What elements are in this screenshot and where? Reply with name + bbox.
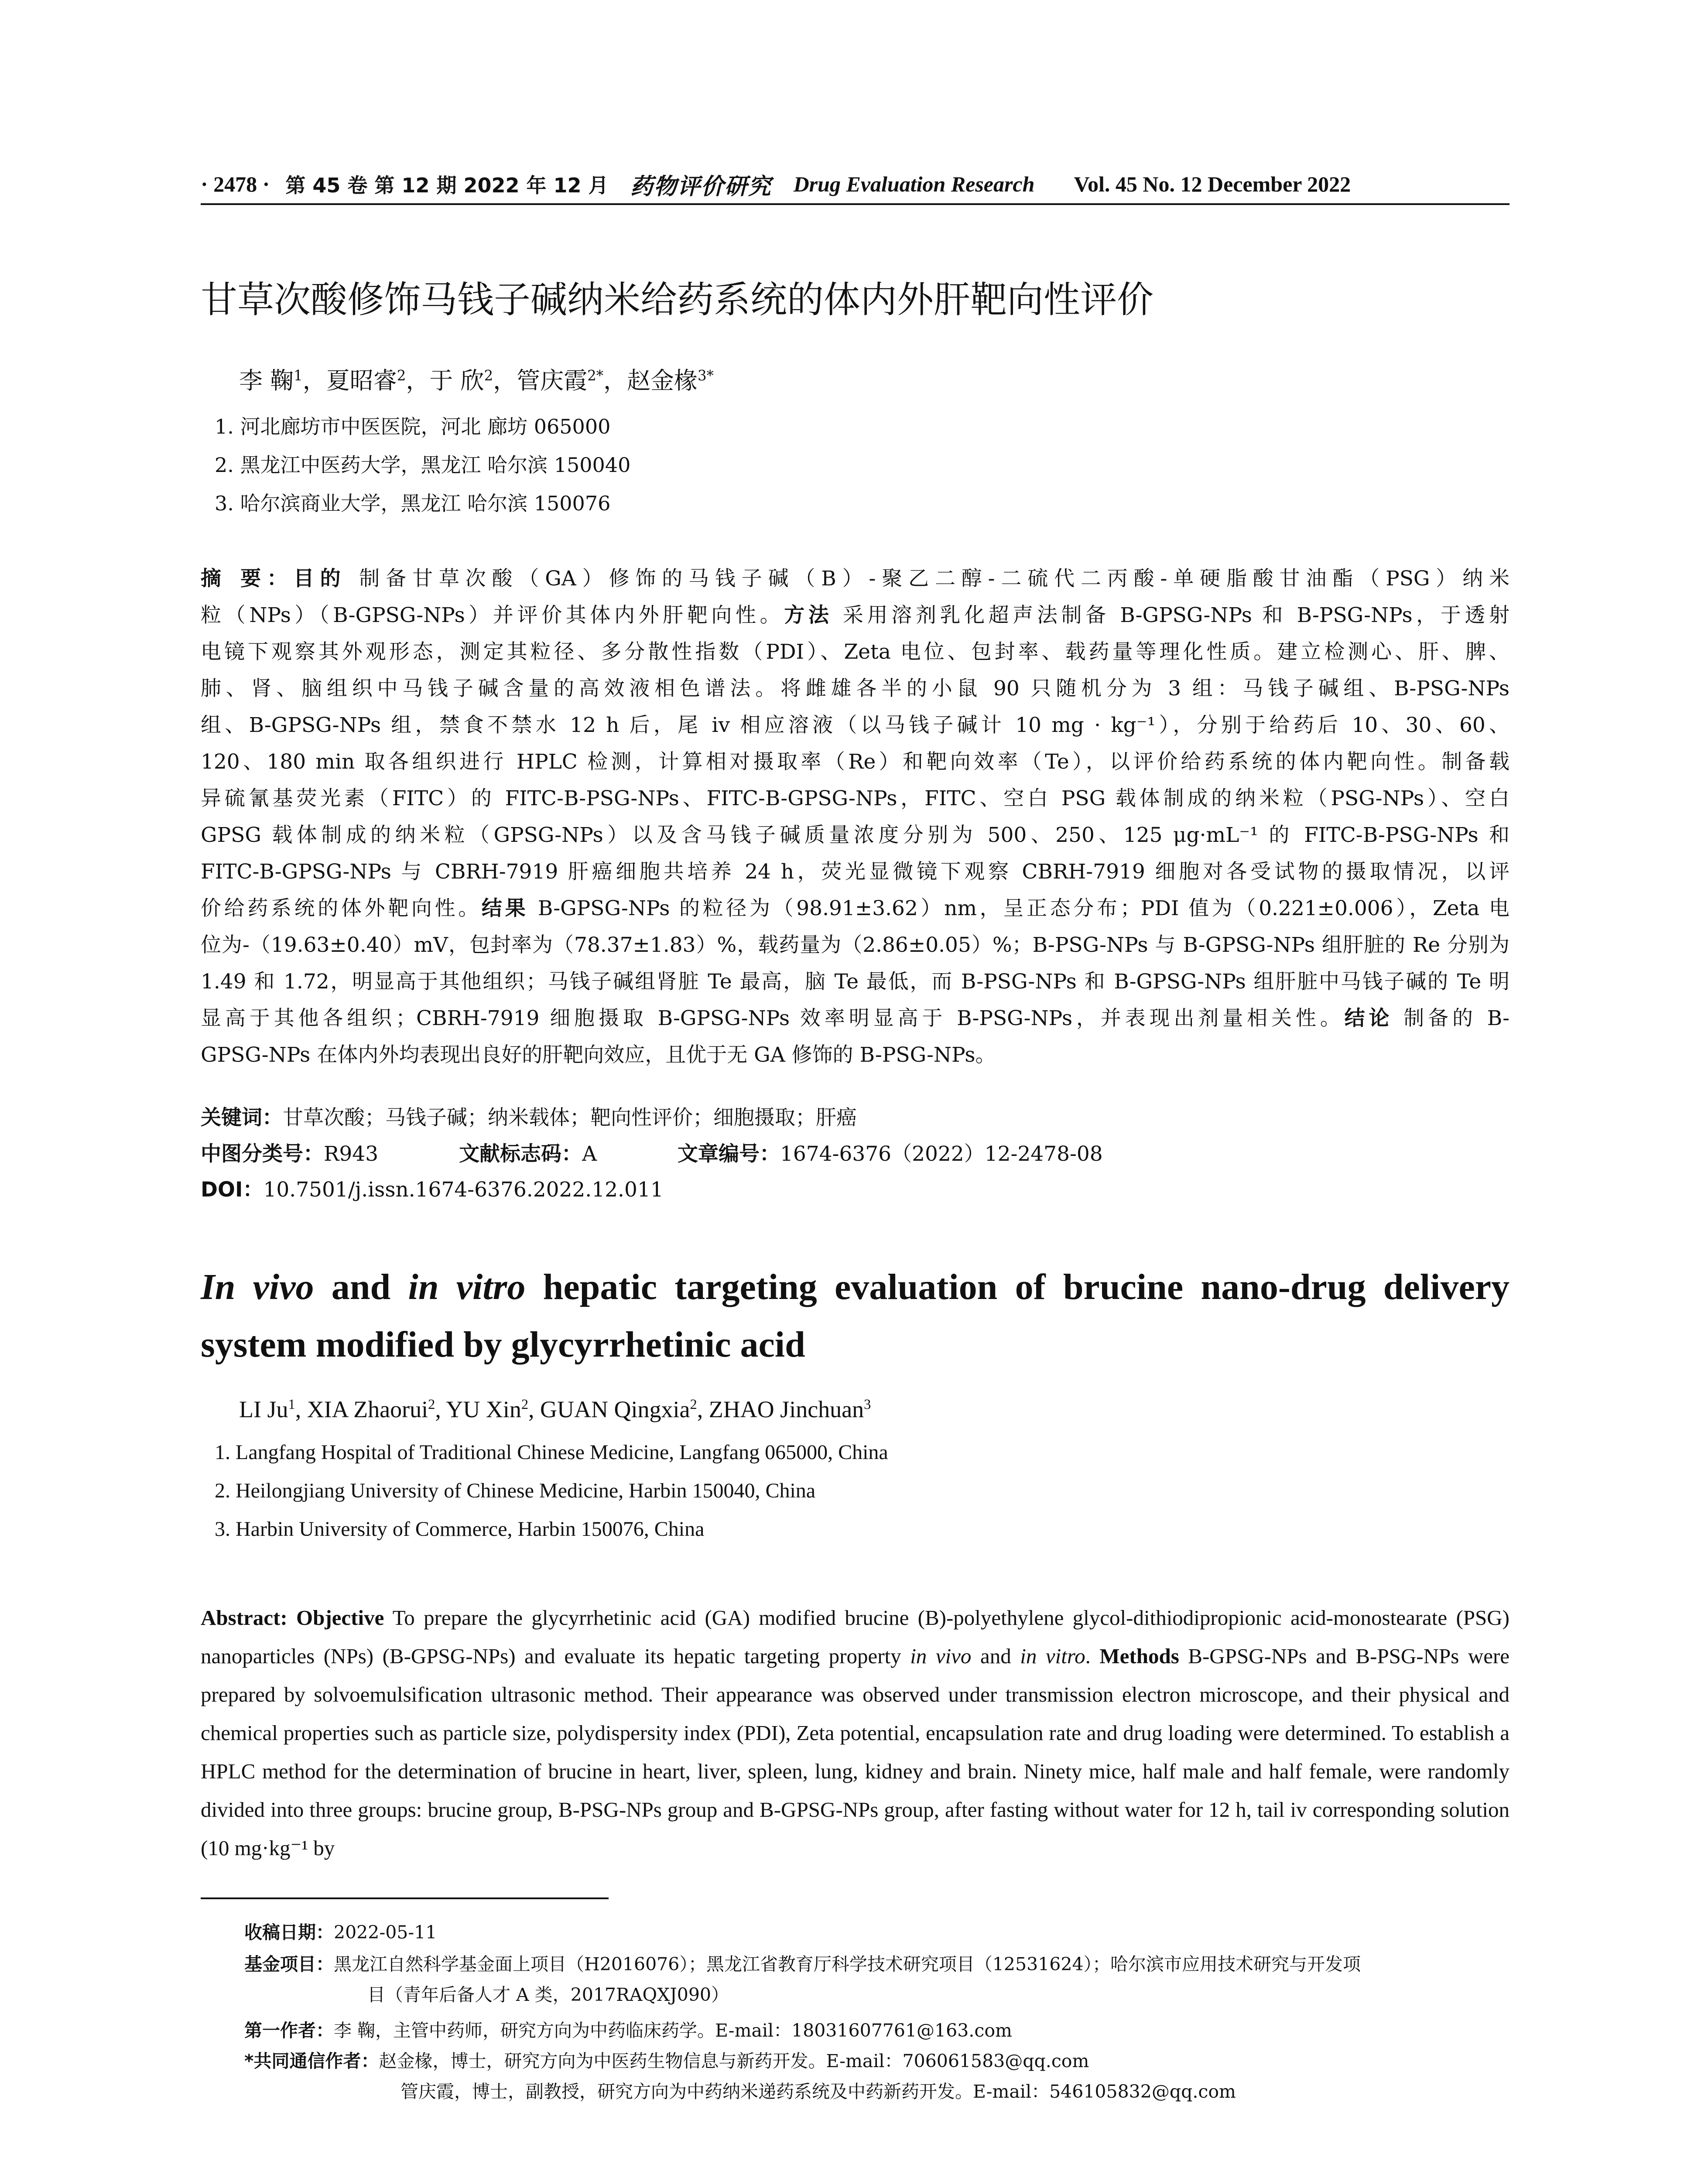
affiliation-marker: 2: [397, 367, 406, 384]
keywords-label: 关键词：: [201, 1106, 283, 1130]
clc-value: R943: [324, 1142, 379, 1166]
article-no-value: 1674-6376（2022）12-2478-08: [780, 1142, 1103, 1166]
article-no-label: 文章编号：: [677, 1142, 780, 1166]
author-name-en: LI Ju: [239, 1396, 288, 1422]
received-date: 2022-05-11: [334, 1922, 437, 1943]
author-list-en: [239, 1396, 871, 1423]
in-vitro-term: in vitro: [1020, 1644, 1085, 1668]
affiliation-cn: 3. 哈尔滨商业大学，黑龙江 哈尔滨 150076: [215, 492, 611, 515]
fund-label: 基金项目：: [244, 1954, 334, 1975]
author-name-cn: 管庆霞: [517, 367, 588, 394]
affiliation-marker: 3*: [697, 367, 714, 384]
abstract-line: [201, 854, 1509, 890]
separator: ，: [493, 367, 517, 394]
affiliation-marker: 1: [294, 367, 303, 384]
author-name-cn: 李 鞠: [239, 367, 294, 394]
running-header: [201, 169, 1509, 199]
abstract-text: 采用溶剂乳化超声法制备 B-GPSG-NPs 和 B-PSG-NPs，于透射: [832, 603, 1509, 627]
footnote-rule: [201, 1897, 609, 1899]
abstract-text: B-GPSG-NPs 的粒径为（98.91±3.62）nm，呈正态分布；PDI 值为（0.221±0.006），Zeta 电: [528, 896, 1510, 920]
section-label: 结论: [1344, 1006, 1393, 1030]
abstract-text: 粒（NPs）（B-GPSG-NPs）并评价其体内外肝靶向性。: [201, 603, 784, 627]
section-label: 目的: [293, 567, 347, 591]
separator: ,: [295, 1396, 307, 1422]
section-label: 方法: [784, 603, 833, 627]
methods-label: Methods: [1099, 1644, 1179, 1668]
title-segment: In vivo: [201, 1267, 314, 1307]
title-segment: and: [314, 1267, 408, 1307]
author-name-cn: 夏昭睿: [326, 367, 397, 394]
author-name-en: GUAN Qingxia: [540, 1396, 690, 1422]
footnote-received: [244, 1917, 437, 1948]
page-number: · 2478 ·: [201, 172, 270, 196]
affiliation-cn: 2. 黑龙江中医药大学，黑龙江 哈尔滨 150040: [215, 453, 631, 477]
separator: ,: [528, 1396, 541, 1422]
clc-label: 中图分类号：: [201, 1142, 324, 1166]
affiliation-en: 3. Harbin University of Commerce, Harbin 150076, China: [215, 1518, 705, 1541]
objective-text: To prepare the glycyrrhetinic acid (GA) modified brucine (B)-polyethylene glycol-dithiodipropionic acid-monostearate (PSG) nanoparticles (NPs) (B-GPSG-NPs) and evaluate its hepatic targeting property: [201, 1606, 1509, 1668]
corr-text-1: 赵金椽，博士，研究方向为中医药生物信息与新药开发。E-mail：706061583@qq.com: [379, 2051, 1089, 2072]
abstract-text: FITC-B-GPSG-NPs 与 CBRH-7919 肝癌细胞共培养 24 h，荧光显微镜下观察 CBRH-7919 细胞对各受试物的摄取情况，以评: [201, 860, 1509, 884]
abstract-line: [201, 670, 1509, 707]
journal-name-en: Drug Evaluation Research: [793, 172, 1035, 196]
separator: ，: [603, 367, 627, 394]
separator: ,: [435, 1396, 446, 1422]
corr-label: *共同通信作者：: [244, 2051, 379, 2072]
methods-text: B-GPSG-NPs and B-PSG-NPs were prepared by solvoemulsification ultrasonic method. Their appearance was observed under transmission electron microscope, and their physical and chemical properties such as particle size, polydispersity index (PDI), Zeta potential, encapsulation rate and drug loading were determined. To establish a HPLC method for the determination of brucine in heart, liver, spleen, lung, kidney and brain. Ninety mice, half male and half female, were randomly divided into three groups: brucine group, B-PSG-NPs group and B-GPSG-NPs group, after fasting without water for 12 h, tail iv corresponding solution (10 mg·kg⁻¹ by: [201, 1644, 1510, 1860]
issue-cn: 第 45 卷 第 12 期 2022 年 12 月: [285, 174, 609, 197]
section-label: 结果: [481, 896, 529, 920]
abstract-line: [201, 780, 1509, 817]
title-segment: in vitro: [408, 1267, 526, 1307]
objective-label: Objective: [296, 1606, 384, 1630]
doc-code-label: 文献标志码：: [459, 1142, 582, 1166]
received-label: 收稿日期：: [244, 1922, 334, 1943]
abstract-text: GPSG-NPs 在体内外均表现出良好的肝靶向效应，且优于无 GA 修饰的 B-PSG-NPs。: [201, 1043, 996, 1067]
affiliation-en: 1. Langfang Hospital of Traditional Chinese Medicine, Langfang 065000, China: [215, 1441, 888, 1464]
abstract-line: [201, 707, 1509, 744]
abstract-text: 组、B-GPSG-NPs 组，禁食不禁水 12 h 后，尾 iv 相应溶液（以马钱子碱计 10 mg · kg⁻¹），分别于给药后 10、30、60、: [201, 713, 1509, 737]
separator: ，: [406, 367, 430, 394]
abstract-text: 1.49 和 1.72，明显高于其他组织；马钱子碱组肾脏 Te 最高，脑 Te 最低，而 B-PSG-NPs 和 B-GPSG-NPs 组肝脏中马钱子碱的 Te 明: [201, 970, 1509, 994]
objective-end: .: [1085, 1644, 1100, 1668]
abstract-label: Abstract:: [201, 1606, 288, 1630]
footnote-corresponding-cont: 管庆霞，博士，副教授，研究方向为中药纳米递药系统及中药新药开发。E-mail：546105832@qq.com: [400, 2081, 1236, 2102]
abstract-text: 位为-（19.63±0.40）mV，包封率为（78.37±1.83）%，载药量为（2.86±0.05）%；B-PSG-NPs 与 B-GPSG-NPs 组肝脏的 Re 分别为: [201, 933, 1509, 957]
footnote-corresponding: [244, 2046, 1089, 2076]
footnote-fund: [244, 1949, 1361, 1979]
affiliation-marker: 1: [288, 1397, 295, 1412]
author-name-cn: 赵金椽: [626, 367, 698, 394]
abstract-line: [201, 744, 1509, 780]
header-rule: [201, 203, 1509, 205]
title-segment: hepatic targeting evaluation of brucine nano-drug delivery system modified by glycyrrhetinic acid: [201, 1267, 1510, 1365]
abstract-text: 价给药系统的体外靶向性。: [201, 896, 482, 920]
abstract-line: [201, 634, 1509, 670]
footnote-first-author: [244, 2015, 1012, 2046]
journal-name-cn: 药物评价研究: [630, 173, 772, 200]
affiliation-marker: 3: [864, 1397, 871, 1412]
abstract-text: 制备甘草次酸（GA）修饰的马钱子碱（B）-聚乙二醇-二硫代二丙酸-单硬脂酸甘油酯（PSG）纳米: [346, 567, 1509, 591]
separator: ,: [697, 1396, 709, 1422]
abstract-line: [201, 1037, 1509, 1073]
author-name-en: XIA Zhaorui: [307, 1396, 428, 1422]
abstract-text: GPSG 载体制成的纳米粒（GPSG-NPs）以及含马钱子碱质量浓度分别为 500、250、125 μg·mL⁻¹ 的 FITC-B-PSG-NPs 和: [201, 823, 1509, 847]
author-list-cn: [239, 362, 714, 396]
doc-code-value: A: [582, 1142, 597, 1166]
fund-text: 黑龙江自然科学基金面上项目（H2016076）；黑龙江省教育厅科学技术研究项目（12531624）；哈尔滨市应用技术研究与开发项: [334, 1954, 1361, 1975]
abstract-line: [201, 927, 1509, 964]
author-name-en: ZHAO Jinchuan: [709, 1396, 864, 1422]
doi-label: DOI：: [201, 1178, 264, 1202]
abstract-label: 摘 要：: [201, 567, 294, 591]
affiliation-cn: 1. 河北廊坊市中医医院，河北 廊坊 065000: [215, 415, 611, 438]
affiliation-marker: 2: [521, 1397, 529, 1412]
abstract-line: [201, 817, 1509, 854]
doi-line: [201, 1173, 664, 1203]
abstract-line: [201, 597, 1509, 634]
doi-value: 10.7501/j.issn.1674-6376.2022.12.011: [263, 1178, 664, 1202]
separator: ，: [302, 367, 326, 394]
abstract-line: [201, 964, 1509, 1000]
abstract-en: [201, 1599, 1509, 1867]
abstract-text: 肺、肾、脑组织中马钱子碱含量的高效液相色谱法。将雌雄各半的小鼠 90 只随机分为 3 组：马钱子碱组、B-PSG-NPs: [201, 677, 1509, 701]
author-name-en: YU Xin: [446, 1396, 521, 1422]
affiliation-marker: 2*: [587, 367, 603, 384]
affiliation-marker: 2: [690, 1397, 697, 1412]
abstract-line: [201, 890, 1509, 927]
abstract-text: 显高于其他各组织；CBRH-7919 细胞摄取 B-GPSG-NPs 效率明显高于 B-PSG-NPs，并表现出剂量相关性。: [201, 1006, 1345, 1030]
first-author-label: 第一作者：: [244, 2020, 334, 2041]
classification-line: [201, 1138, 1177, 1167]
abstract-line: [201, 561, 1509, 597]
abstract-cn: [201, 561, 1509, 1073]
issue-en: Vol. 45 No. 12 December 2022: [1074, 172, 1351, 196]
abstract-text: 电镜下观察其外观形态，测定其粒径、多分散性指数（PDI）、Zeta 电位、包封率、载药量等理化性质。建立检测心、肝、脾、: [201, 640, 1509, 664]
and-text: and: [971, 1644, 1020, 1668]
abstract-text: 制备的 B-: [1393, 1006, 1509, 1030]
affiliation-marker: 2: [484, 367, 493, 384]
article-title-en: [201, 1258, 1509, 1374]
affiliation-en: 2. Heilongjiang University of Chinese Medicine, Harbin 150040, China: [215, 1479, 816, 1502]
abstract-text: 120、180 min 取各组织进行 HPLC 检测，计算相对摄取率（Re）和靶向效率（Te），以评价给药系统的体内靶向性。制备载: [201, 750, 1509, 774]
article-title-cn: 甘草次酸修饰马钱子碱纳米给药系统的体内外肝靶向性评价: [201, 278, 1154, 321]
first-author-text: 李 鞠，主管中药师，研究方向为中药临床药学。E-mail：18031607761@163.com: [334, 2020, 1012, 2041]
author-name-cn: 于 欣: [429, 367, 484, 394]
abstract-text: 异硫氰基荧光素（FITC）的 FITC-B-PSG-NPs、FITC-B-GPSG-NPs，FITC、空白 PSG 载体制成的纳米粒（PSG-NPs）、空白: [201, 786, 1509, 810]
affiliation-marker: 2: [428, 1397, 435, 1412]
keywords-cn: [201, 1101, 857, 1131]
keywords-text: 甘草次酸；马钱子碱；纳米载体；靶向性评价；细胞摄取；肝癌: [283, 1106, 857, 1130]
abstract-line: [201, 1000, 1509, 1037]
footnote-fund-cont: 目（青年后备人才 A 类，2017RAQXJ090）: [367, 1984, 729, 2005]
in-vivo-term: in vivo: [910, 1644, 972, 1668]
